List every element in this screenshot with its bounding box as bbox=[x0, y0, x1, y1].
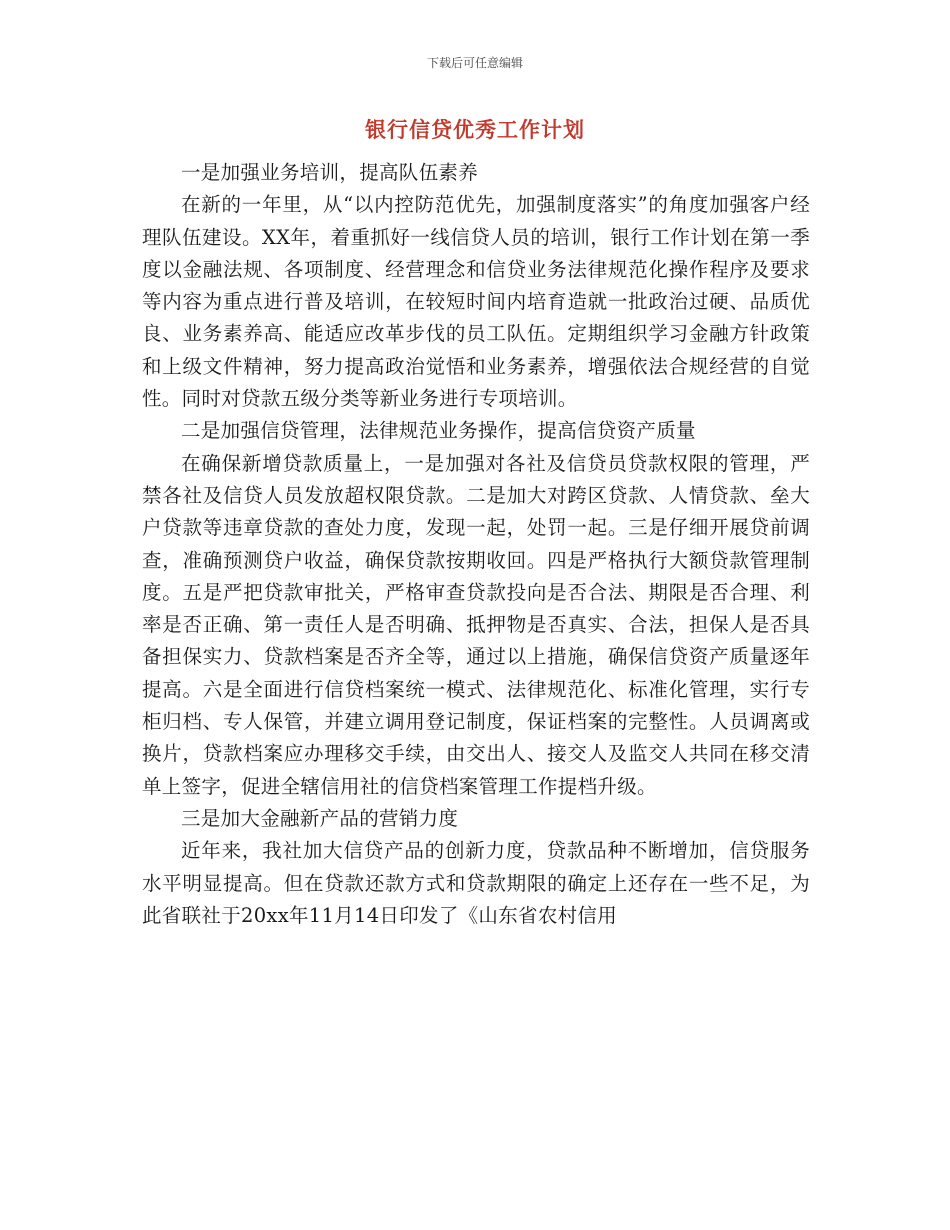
paragraph-3: 近年来，我社加大信贷产品的创新力度，贷款品种不断增加，信贷服务水平明显提高。但在贷款还款方式和贷款期限的确定上还存在一些不足，为此省联社于20xx年11月14日印发了《山东省农村信用 bbox=[142, 839, 810, 927]
document-title: 银行信贷优秀工作计划 bbox=[365, 118, 585, 142]
section-heading-1: 一是加强业务培训，提高队伍素养 bbox=[181, 161, 479, 184]
paragraph-1: 在新的一年里，从“以内控防范优先，加强制度落实”的角度加强客户经理队伍建设。XX年，着重抓好一线信贷人员的培训，银行工作计划在第一季度以金融法规、各项制度、经营理念和信贷业务法律规范化操作程序及要求等内容为重点进行普及培训，在较短时间内培育造就一批政治过硬、品质优良、业务素养高、能适应改革步伐的员工队伍。定期组织学习金融方针政策和上级文件精神，努力提高政治觉悟和业务素养，增强依法合规经营的自觉性。同时对贷款五级分类等新业务进行专项培训。 bbox=[142, 193, 810, 411]
document-body bbox=[142, 157, 810, 932]
section-heading-3: 三是加大金融新产品的营销力度 bbox=[181, 806, 459, 830]
section-heading-2: 二是加强信贷管理，法律规范业务操作，提高信贷资产质量 bbox=[181, 419, 696, 443]
paragraph-2: 在确保新增贷款质量上，一是加强对各社及信贷员贷款权限的管理，严禁各社及信贷人员发放超权限贷款。二是加大对跨区贷款、人情贷款、垒大户贷款等违章贷款的查处力度，发现一起，处罚一起。三是仔细开展贷前调查，准确预测贷户收益，确保贷款按期收回。四是严格执行大额贷款管理制度。五是严把贷款审批关，严格审查贷款投向是否合法、期限是否合理、利率是否正确、第一责任人是否明确、抵押物是否真实、合法，担保人是否具备担保实力、贷款档案是否齐全等，通过以上措施，确保信贷资产质量逐年提高。六是全面进行信贷档案统一模式、法律规范化、标准化管理，实行专柜归档、专人保管，并建立调用登记制度，保证档案的完整性。人员调离或换片，贷款档案应办理移交手续，由交出人、接交人及监交人共同在移交清单上签字，促进全辖信用社的信贷档案管理工作提档升级。 bbox=[142, 451, 810, 798]
header-note: 下载后可任意编辑 bbox=[426, 56, 523, 70]
